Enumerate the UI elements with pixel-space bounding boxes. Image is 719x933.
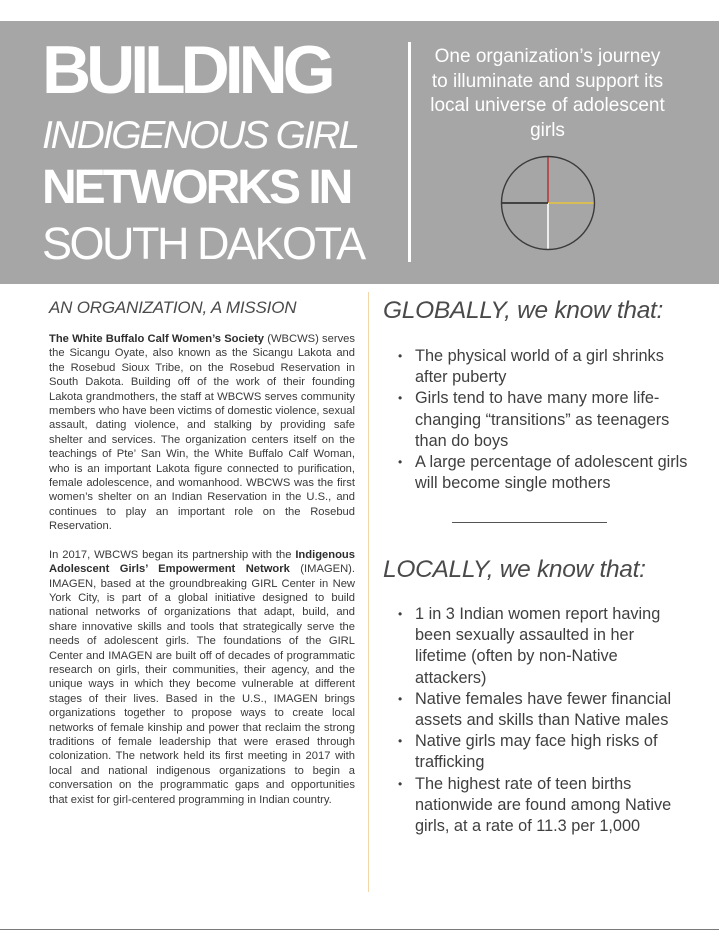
imagen-description: (IMAGEN). IMAGEN, based at the groundbreaking GIRL Center in New York City, is part of a global initiative designed to build national networks of organizations that adapt, build, and share innovative skills and tools that strategically serve the needs of adolescent girls. The foundations of the GIRL Center and IMAGEN are built off of decades of programmatic research on girls, their communities, their agency, and the unique ways in which they become vulnerable at different stages of their lives. Based in the U.S., IMAGEN brings organizations together to propose ways to create local networks of female kinship and power that reclaim the strong traditions of female leadership that were erased through colonization. The network held its first meeting in 2017 with local and national indigenous organizations to begin a conversation on the programmatic gaps and opportunities that exist for girl-centered programming in Indian country. xyxy=(49,563,355,806)
list-item: • A large percentage of adolescent girls will become single mothers xyxy=(398,452,688,494)
imagen-intro: In 2017, WBCWS began its partnership with the xyxy=(49,548,296,561)
list-item: • Native girls may face high risks of trafficking xyxy=(398,731,688,773)
organization-heading: AN ORGANIZATION, A MISSION xyxy=(49,298,297,317)
organization-section xyxy=(49,298,355,807)
section-divider xyxy=(452,522,607,523)
subtitle: One organization’s journey to illuminate and support its local universe of adolescent girls xyxy=(430,46,665,141)
header-divider xyxy=(408,42,411,262)
locally-heading: LOCALLY, we know that: xyxy=(383,556,646,583)
title-line-3: NETWORKS IN xyxy=(42,161,351,214)
list-item: • Native females have fewer financial assets and skills than Native males xyxy=(398,689,688,731)
locally-list xyxy=(398,604,688,837)
list-item: • 1 in 3 Indian women report having been sexually assaulted in her lifetime (often by non-Native attackers) xyxy=(398,604,688,689)
globally-heading: GLOBALLY, we know that: xyxy=(383,297,664,324)
page-bottom-rule xyxy=(0,929,719,930)
title-line-2: INDIGENOUS GIRL xyxy=(42,114,358,157)
list-item: • The physical world of a girl shrinks after puberty xyxy=(398,346,688,388)
globally-list xyxy=(398,346,688,494)
page-title xyxy=(42,32,402,269)
imagen-paragraph xyxy=(49,548,355,807)
column-divider xyxy=(368,292,369,892)
medicine-wheel-icon xyxy=(500,155,596,251)
title-line-1: BUILDING xyxy=(42,32,331,108)
list-item: • Girls tend to have many more life-changing “transitions” as teenagers than do boys xyxy=(398,388,688,452)
imagen-name: Indigenous Adolescent Girls’ Empowerment Network xyxy=(49,548,355,576)
list-item: • The highest rate of teen births nationwide are found among Native girls, at a rate of 11.3 per 1,000 xyxy=(398,774,688,838)
org-description: (WBCWS) serves the Sicangu Oyate, also known as the Sicangu Lakota and the Rosebud Sioux Tribe, on the Rosebud Reservation in South Dakota. Building off of the work of their founding Lakota grandmothers, the staff at WBCWS serves community members who have been victims of domestic violence, sexual assault, dating violence, and stalking by providing safe shelter and services. The organization centers itself on the teachings of Pte’ San Win, the White Buffalo Calf Woman, who is an important Lakota figure connected to purification, female adolescence, and womanhood. WBCWS was the first women’s shelter on an Indian Reservation in the U.S., and continues to play an important role on the Rosebud Reservation. xyxy=(49,333,355,533)
organization-paragraph xyxy=(49,332,355,534)
title-line-4: SOUTH DAKOTA xyxy=(42,218,364,269)
org-name: The White Buffalo Calf Women’s Society xyxy=(49,333,265,345)
